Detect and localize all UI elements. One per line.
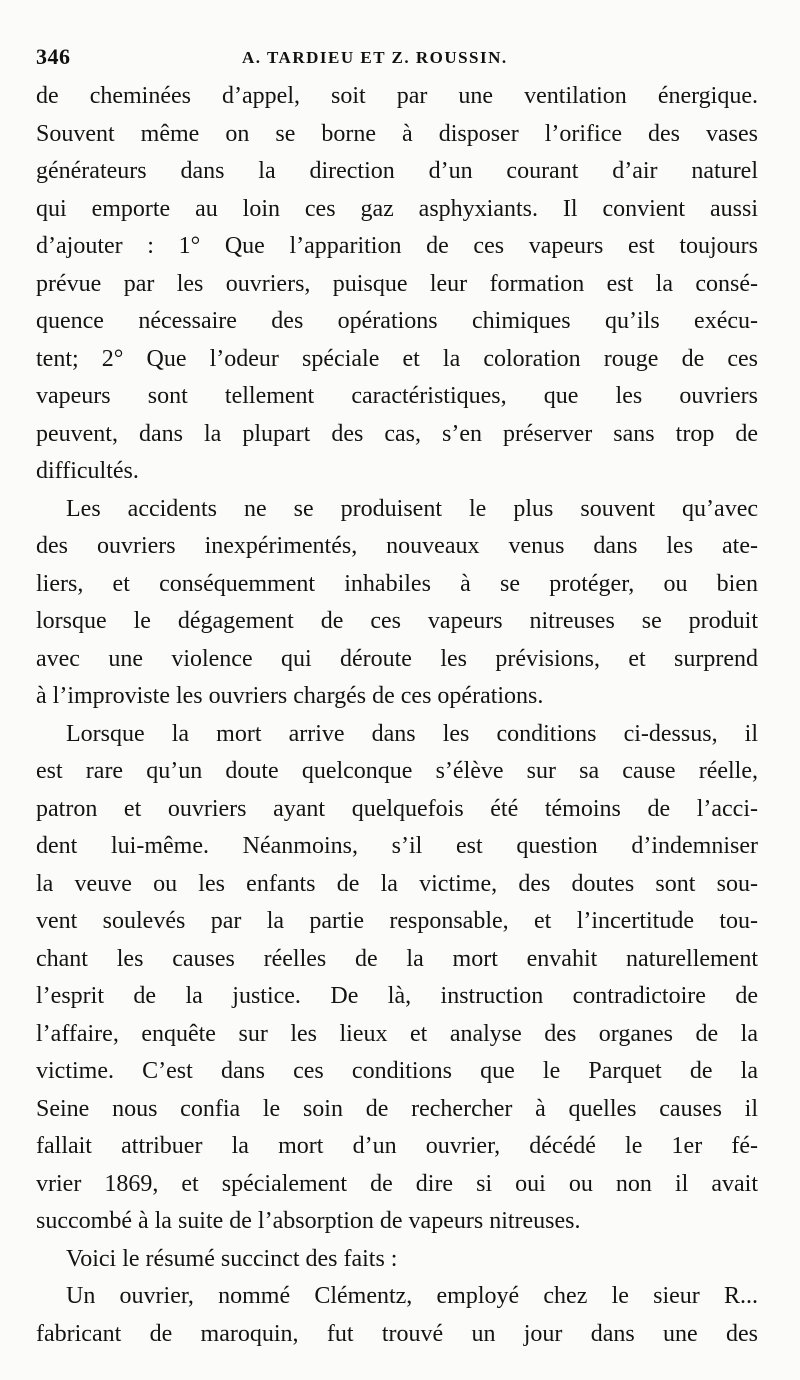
text-line: vapeurs sont tellement caractéristiques, que les ouvriers [36,383,758,409]
text-line: patron et ouvriers ayant quelquefois été témoins de l’acci- [36,795,758,822]
text-line: succombé à la suite de l’absorption de vapeurs nitreuses. [36,1208,581,1234]
text-line: Un ouvrier, nommé Clémentz, employé chez le sieur R... [66,1283,758,1309]
text-line: avec une violence qui déroute les prévisions, et surprend [36,645,758,672]
text-line: Lorsque la mort arrive dans les conditions ci-dessus, il [66,720,758,747]
text-line: fallait attribuer la mort d’un ouvrier, décédé le 1er fé- [36,1133,758,1159]
text-line: de cheminées d’appel, soit par une ventilation énergique. [36,83,758,109]
text-line: Voici le résumé succinct des faits : [66,1245,398,1272]
text-line: Souvent même on se borne à disposer l’orifice des vases [36,120,758,147]
text-line: des ouvriers inexpérimentés, nouveaux venus dans les ate- [36,533,758,559]
text-line: est rare qu’un doute quelconque s’élève sur sa cause réelle, [36,758,758,784]
page-header [36,44,756,76]
text-line: à l’improviste les ouvriers chargés de ces opérations. [36,683,544,709]
text-line: dent lui-même. Néanmoins, s’il est question d’indemniser [36,833,758,859]
running-head: A. TARDIEU ET Z. ROUSSIN. [242,48,508,67]
text-line: vent soulevés par la partie responsable, et l’incertitude tou- [36,908,758,934]
text-line: peuvent, dans la plupart des cas, s’en préserver sans trop de [36,420,758,447]
text-line: liers, et conséquemment inhabiles à se protéger, ou bien [36,570,758,597]
text-line: fabricant de maroquin, fut trouvé un jour dans une des [36,1320,758,1347]
text-line: victime. C’est dans ces conditions que le Parquet de la [36,1058,758,1084]
text-line: l’esprit de la justice. De là, instruction contradictoire de [36,983,758,1009]
text-line: chant les causes réelles de la mort envahit naturellement [36,945,758,972]
text-line: tent; 2° Que l’odeur spéciale et la coloration rouge de ces [36,345,758,372]
page-number: 346 [36,44,71,69]
text-line: d’ajouter : 1° Que l’apparition de ces vapeurs est toujours [36,233,758,259]
text-line: prévue par les ouvriers, puisque leur formation est la consé- [36,270,758,297]
text-line: qui emporte au loin ces gaz asphyxiants. Il convient aussi [36,195,758,222]
text-line: quence nécessaire des opérations chimiques qu’ils exécu- [36,308,758,334]
text-line: la veuve ou les enfants de la victime, des doutes sont sou- [36,870,758,897]
body-text [36,78,758,1353]
text-line: Les accidents ne se produisent le plus souvent qu’avec [66,495,758,522]
text-line: l’affaire, enquête sur les lieux et analyse des organes de la [36,1020,758,1047]
text-line: lorsque le dégagement de ces vapeurs nitreuses se produit [36,608,758,634]
text-line: difficultés. [36,458,139,484]
text-line: vrier 1869, et spécialement de dire si oui ou non il avait [36,1170,758,1197]
text-line: Seine nous confia le soin de rechercher à quelles causes il [36,1095,758,1122]
text-line: générateurs dans la direction d’un courant d’air naturel [36,158,758,184]
